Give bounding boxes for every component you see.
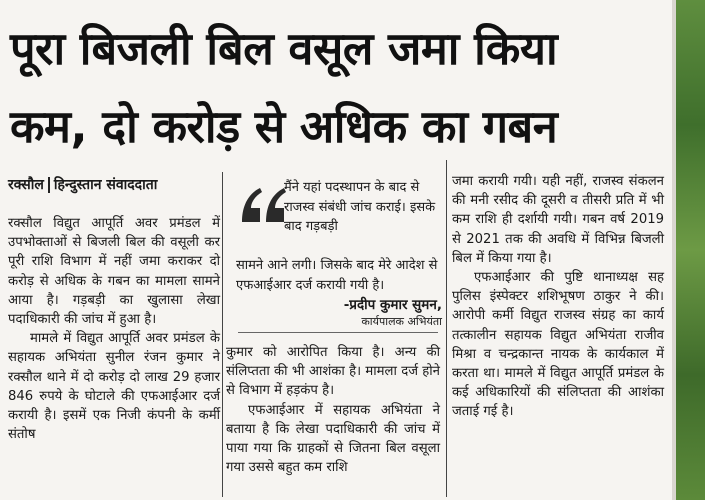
byline-place: रक्सौल [8,177,44,193]
byline-reporter: हिन्दुस्तान संवाददाता [53,177,158,193]
column-divider-2 [446,160,447,497]
byline [8,175,157,194]
headline-line-1: पूरा बिजली बिल वसूल जमा किया [10,22,558,75]
quote-text: मैंने यहां पदस्थापन के बाद से राजस्व संबंधी जांच कराई। इसके बाद गड़बड़ी [284,180,436,234]
article-column-3 [452,172,664,422]
headline-line-2: कम, दो करोड़ से अधिक का गबन [10,100,558,153]
paragraph: कुमार को आरोपित किया है। अन्य की संलिप्तता की भी आशंका है। मामला दर्ज होने से विभाग में हड़कंप है। [226,345,440,399]
paragraph: जमा करायी गयी। यही नहीं, राजस्व संकलन की मनी रसीद की दूसरी व तीसरी प्रति में भी कम राशि ही दर्शायी गयी। गबन वर्ष 2019 से 2021 तक की अवधि में विभिन्न बिजली बिल में किया गया है। [452,174,664,266]
column-divider-1 [222,172,223,497]
article-column-2 [226,343,440,477]
article-column-1 [8,214,220,444]
byline-divider [48,177,50,193]
background-foliage [676,0,705,500]
paragraph: एफआईआर की पुष्टि थानाध्यक्ष सह पुलिस इंस्पेक्टर शशिभूषण ठाकुर ने की। आरोपी कर्मी विद्युत राजस्व संग्रह का कार्य तत्कालीन सहायक विद्युत अभियंता राजीव मिश्रा व चन्द्रकान्त नायक के कार्यकाल में करता था। मामले में विद्युत आपूर्ति प्रमंडल के कई अधिकारियों की संलिप्तता की आशंका जताई गई है। [452,270,664,420]
paragraph: रक्सौल विद्युत आपूर्ति अवर प्रमंडल में उपभोक्ताओं से बिजली बिल की वसूली कर पूरी राशि विभाग में नहीं जमा कराकर दो करोड़ से अधिक के गबन का मामला सामने आया है। गड़बड़ी का खुलासा लेखा पदाधिकारी की जांच में हुआ है। [8,216,220,328]
quote-author-role: कार्यपालक अभियंता [361,315,442,328]
paragraph: एफआईआर में सहायक अभियंता ने बताया है कि लेखा पदाधिकारी की जांच में पाया गया कि ग्राहकों से जितना बिल वसूला गया उससे बहुत कम राशि [226,402,440,476]
quote-author: -प्रदीप कुमार सुमन, [343,297,442,313]
quote-mark-icon [238,184,288,224]
quote-bottom-rule [238,332,438,333]
quote-text-continued: सामने आने लगी। जिसके बाद मेरे आदेश से एफआईआर दर्ज करायी गयी है। [236,258,438,293]
paragraph: मामले में विद्युत आपूर्ति अवर प्रमंडल के सहायक अभियंता सुनील रंजन कुमार ने रक्सौल थाने में दो करोड़ दो लाख 29 हजार 846 रुपये के घोटाले की एफआईआर दर्ज करायी है। इसमें एक निजी कंपनी के कर्मी संतोष [8,331,220,443]
